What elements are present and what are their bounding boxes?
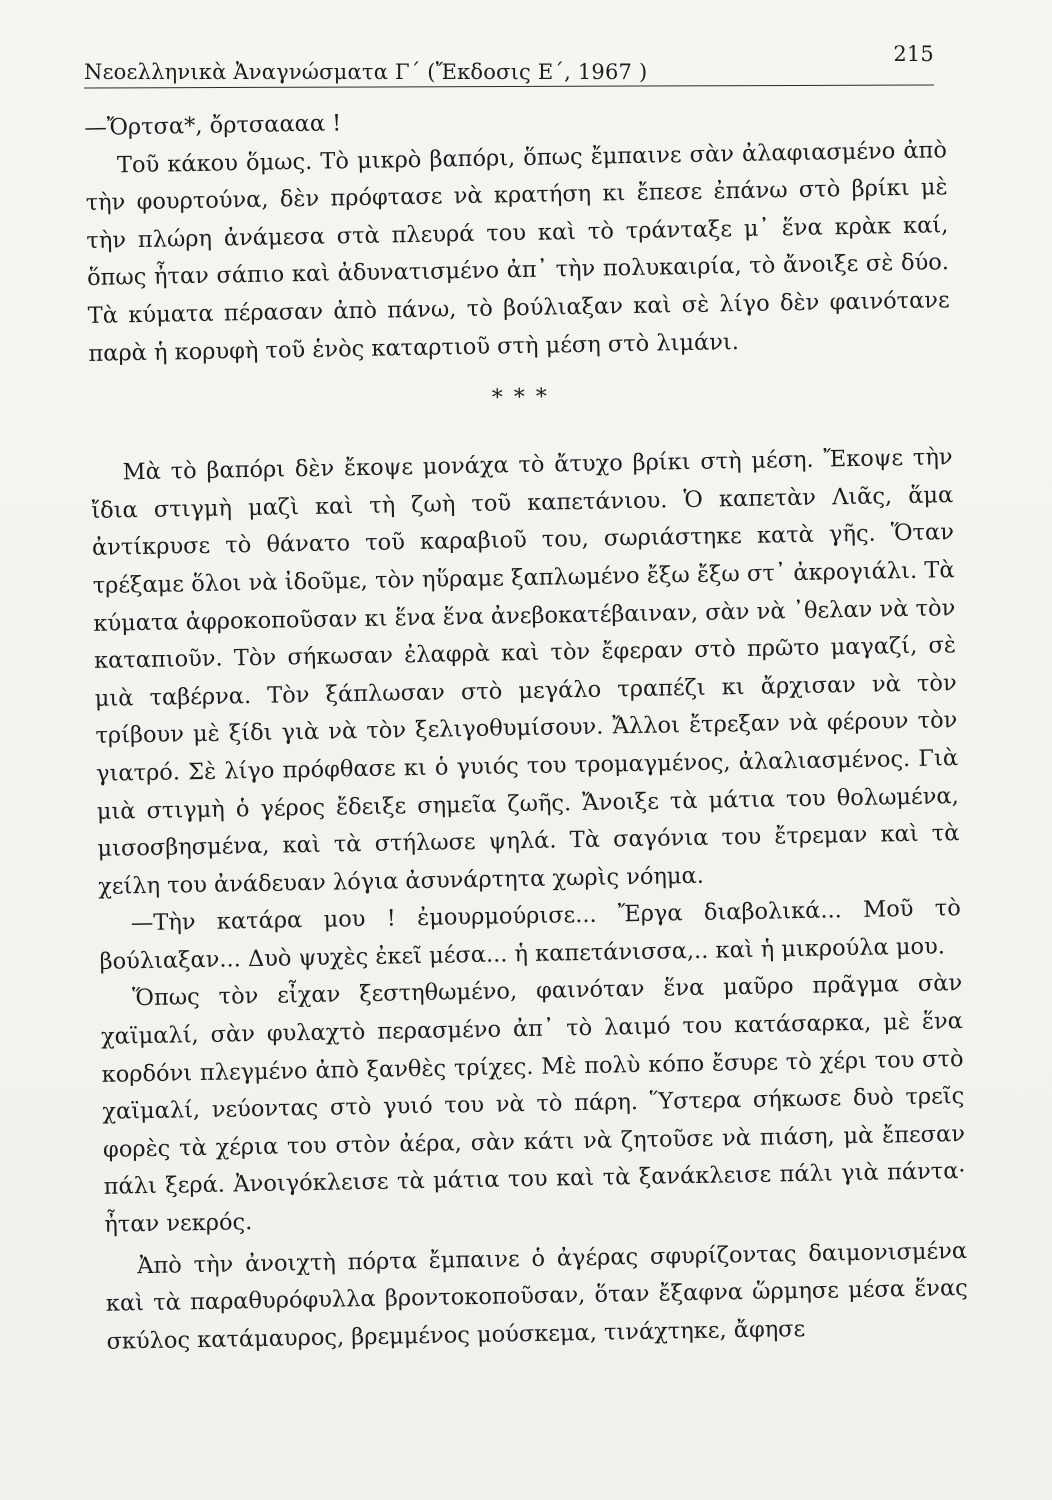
dialogue-paragraph: —Τὴν κατάρα μου ! ἐμουρμούρισε... Ἔργα διαβολικά... Μοῦ τὸ βούλιαξαν... Δυὸ ψυχὲς ἐκεῖ μέσα... ἡ καπετάνισσα,.. καὶ ἡ μικρούλα μου. (99, 895, 962, 975)
running-header (84, 42, 934, 86)
page-number: 215 (893, 42, 934, 66)
running-title: Νεοελληνικὰ Ἀναγνώσματα Γ΄ (Ἔκδοσις Ε΄, 1967 ) (84, 60, 648, 84)
section-separator: * * * (491, 384, 550, 411)
paragraph: Ὅπως τὸν εἶχαν ξεστηθωμένο, φαινόταν ἕνα μαῦρο πρᾶγμα σὰν χαϊμαλί, σὰν φυλαχτὸ περασμένο ἀπ᾿ τὸ λαιμό του κατάσαρκα, μὲ ἕνα κορδόνι πλεγμένο ἀπὸ ξανθὲς τρίχες. Μὲ πολὺ κόπο ἔσυρε τὸ χέρι του στὸ χαϊμαλί, νεύοντας στὸ γυιό του νὰ τὸ πάρη. Ὕστερα σήκωσε δυὸ τρεῖς φορὲς τὰ χέρια του στὸν ἀέρα, σὰν κάτι νὰ ζητοῦσε νὰ πιάση, μὰ ἔπεσαν πάλι ξερά. Ἀνοιγόκλεισε τὰ μάτια του καὶ τὰ ξανάκλεισε πάλι γιὰ πάντα· ἦταν νεκρός. (100, 970, 966, 1238)
paragraph: Τοῦ κάκου ὅμως. Τὸ μικρὸ βαπόρι, ὅπως ἔμπαινε σὰν ἀλαφιασμένο ἀπὸ τὴν φουρτούνα, δὲν πρόφτασε νὰ κρατήση κι ἔπεσε ἐπάνω στὸ βρίκι μὲ τὴν πλώρη ἀνάμεσα στὰ πλευρά του καὶ τὸ τράνταξε μ᾿ ἕνα κρὰκ καί, ὅπως ἦταν σάπιο καὶ ἀδυνατισμένο ἀπ᾿ τὴν πολυκαιρία, τὸ ἄνοιξε σὲ δύο. Τὰ κύματα πέρασαν ἀπὸ πάνω, τὸ βούλιαξαν καὶ σὲ λίγο δὲν φαινότανε παρὰ ἡ κορυφὴ τοῦ ἑνὸς καταρτιοῦ στὴ μέση στὸ λιμάνι. (85, 136, 950, 367)
body-text (84, 94, 969, 1361)
paragraph: Μὰ τὸ βαπόρι δὲν ἔκοψε μονάχα τὸ ἄτυχο βρίκι στὴ μέση. Ἔκοψε τὴν ἴδια στιγμὴ μαζὶ καὶ τὴ ζωὴ τοῦ καπετάνιου. Ὁ καπετὰν Λιᾶς, ἅμα ἀντίκρυσε τὸ θάνατο τοῦ καραβιοῦ του, σωριάστηκε κατὰ γῆς. Ὅταν τρέξαμε ὅλοι νὰ ἰδοῦμε, τὸν ηὕραμε ξαπλωμένο ἔξω ἔξω στ᾿ ἀκρογιάλι. Τὰ κύματα ἀφροκοποῦσαν κι ἕνα ἕνα ἀνεβοκατέβαιναν, σὰν νὰ ᾿θελαν νὰ τὸν καταπιοῦν. Τὸν σήκωσαν ἐλαφρὰ καὶ τὸν ἔφεραν στὸ πρῶτο μαγαζί, σὲ μιὰ ταβέρνα. Τὸν ξάπλωσαν στὸ μεγάλο τραπέζι κι ἄρχισαν νὰ τὸν τρίβουν μὲ ξίδι γιὰ νὰ τὸν ξελιγοθυμίσουν. Ἄλλοι ἔτρεξαν νὰ φέρουν τὸν γιατρό. Σὲ λίγο πρόφθασε κι ὁ γυιός του τρομαγμένος, ἀλαλιασμένος. Γιὰ μιὰ στιγμὴ ὁ γέρος ἔδειξε σημεῖα ζωῆς. Ἄνοιξε τὰ μάτια του θολωμένα, μισοσβησμένα, καὶ τὰ στήλωσε ψηλά. Τὰ σαγόνια του ἔτρεμαν καὶ τὰ χείλη του ἀνάδευαν λόγια ἀσυνάρτητα χωρὶς νόημα. (91, 444, 960, 900)
dialogue-paragraph: —Ὄρτσα*, ὄρτσαααα ! (84, 110, 342, 141)
paragraph: Ἀπὸ τὴν ἀνοιχτὴ πόρτα ἔμπαινε ὁ ἀγέρας σφυρίζοντας δαιμονισμένα καὶ τὰ παραθυρόφυλλα βροντοκοποῦσαν, ὅταν ἔξαφνα ὥρμησε μέσα ἕνας σκύλος κατάμαυρος, βρεμμένος μούσκεμα, τινάχτηκε, ἄφησε (105, 1237, 968, 1355)
